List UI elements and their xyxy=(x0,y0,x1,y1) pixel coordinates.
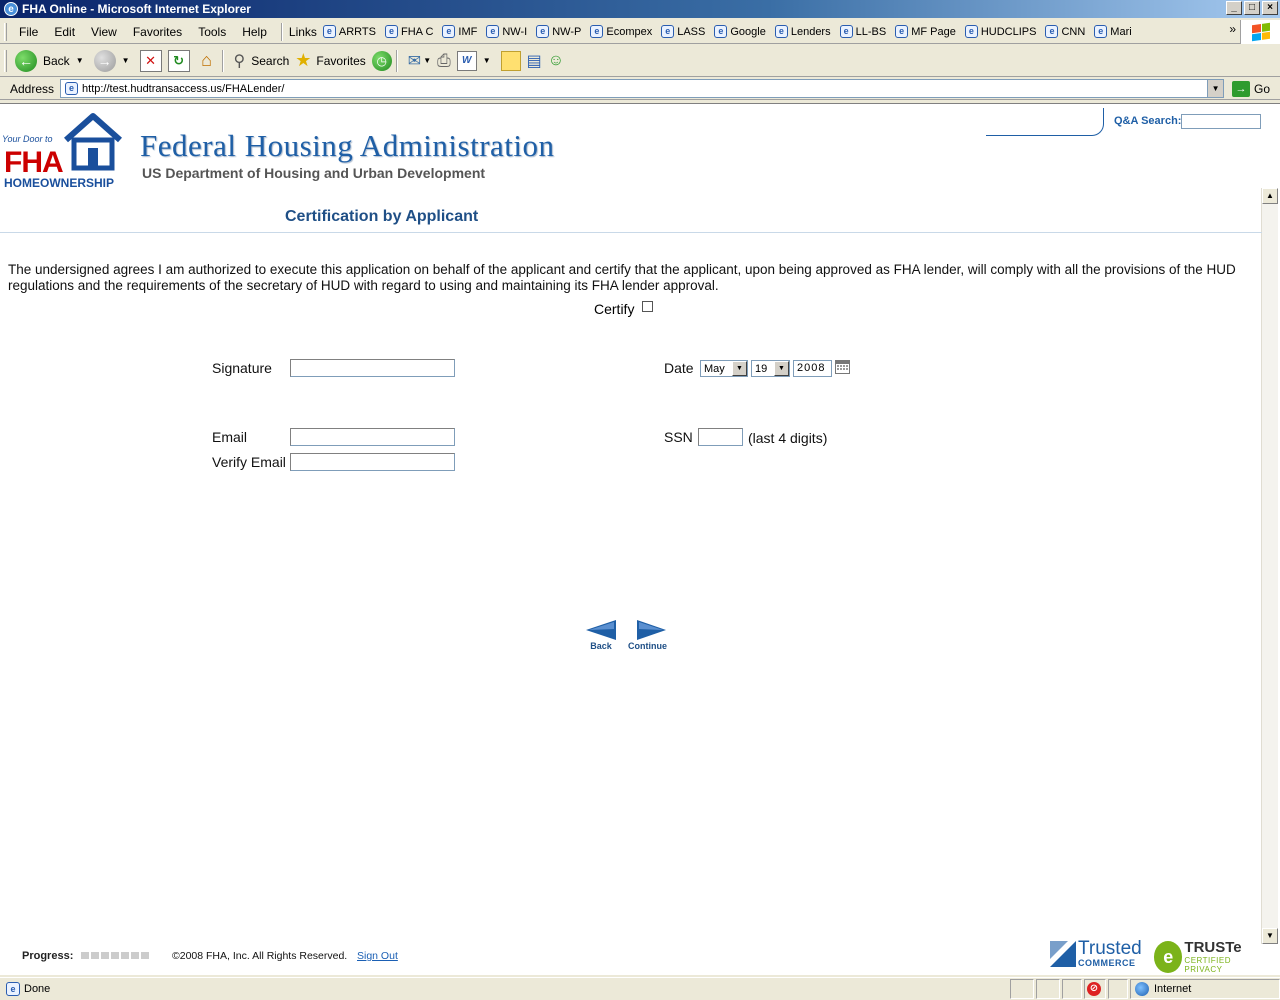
email-input[interactable] xyxy=(290,428,455,446)
page-title: Certification by Applicant xyxy=(285,208,479,225)
sign-out-link[interactable]: Sign Out xyxy=(357,950,398,962)
page-icon: e xyxy=(661,25,674,38)
logo-tagline: Your Door to xyxy=(2,134,53,144)
zone-label: Internet xyxy=(1154,983,1192,995)
stop-button[interactable] xyxy=(140,47,162,75)
links-label[interactable]: Links xyxy=(288,24,317,39)
window-title-bar xyxy=(0,0,1280,18)
site-header xyxy=(0,104,1262,188)
link-nw-p[interactable] xyxy=(536,25,581,38)
truste-seal[interactable] xyxy=(1154,940,1262,974)
signature-label: Signature xyxy=(212,360,272,376)
back-arrow-icon: ← xyxy=(15,50,37,72)
search-label: Search xyxy=(251,53,290,68)
ssn-label: SSN xyxy=(664,429,693,445)
edit-dropdown-icon[interactable]: ▼ xyxy=(482,56,491,65)
page-icon: e xyxy=(714,25,727,38)
page-icon: e xyxy=(385,25,398,38)
link-label: LL-BS xyxy=(855,25,887,38)
status-panel xyxy=(1036,979,1060,999)
qa-search xyxy=(986,108,1262,138)
progress-label: Progress: xyxy=(22,950,74,962)
back-nav-button[interactable] xyxy=(586,620,616,651)
agency-name: Federal Housing Administration xyxy=(140,128,555,163)
link-lass[interactable] xyxy=(661,25,705,38)
go-arrow-icon: → xyxy=(1232,81,1250,97)
link-fha-c[interactable] xyxy=(385,25,433,38)
dropdown-arrow-icon[interactable]: ▼ xyxy=(774,361,789,376)
address-url[interactable]: http://test.hudtransaccess.us/FHALender/ xyxy=(82,82,285,95)
copyright-text: ©2008 FHA, Inc. All Rights Reserved. xyxy=(172,950,348,962)
page-viewport xyxy=(0,103,1280,975)
print-button[interactable] xyxy=(437,47,451,75)
truste-label: TRUSTe xyxy=(1184,939,1242,956)
dropdown-arrow-icon[interactable]: ▼ xyxy=(732,361,747,376)
home-button[interactable] xyxy=(196,47,218,75)
commerce-label: COMMERCE xyxy=(1078,958,1136,968)
search-button[interactable] xyxy=(234,47,290,75)
research-books-icon: ▤ xyxy=(526,52,542,70)
back-triangle-icon xyxy=(586,620,616,640)
page-icon: e xyxy=(1094,25,1107,38)
calendar-icon[interactable] xyxy=(835,360,850,374)
printer-icon: ⎙ xyxy=(437,50,451,70)
status-bar xyxy=(0,977,1280,1000)
ssn-hint: (last 4 digits) xyxy=(748,430,828,446)
messenger-people-icon: ☺ xyxy=(547,51,565,69)
word-edit-icon: W xyxy=(457,51,477,71)
status-text: Done xyxy=(24,983,51,995)
link-label: ARRTS xyxy=(338,25,376,38)
qa-search-label: Q&A Search: xyxy=(1114,115,1182,127)
link-lenders[interactable] xyxy=(775,25,831,38)
page-icon: e xyxy=(775,25,788,38)
verify-email-input[interactable] xyxy=(290,453,455,471)
back-nav-label: Back xyxy=(590,641,612,651)
progress-step xyxy=(131,952,139,959)
house-icon xyxy=(62,112,124,172)
forward-button[interactable] xyxy=(94,47,134,75)
address-label: Address xyxy=(10,81,55,96)
menu-view[interactable]: View xyxy=(91,24,117,39)
email-label: Email xyxy=(212,429,248,445)
close-button[interactable]: × xyxy=(1262,1,1278,15)
status-panels xyxy=(1008,979,1280,999)
mail-dropdown-icon[interactable]: ▼ xyxy=(423,56,432,65)
standard-toolbar xyxy=(0,45,1280,77)
page-icon: e xyxy=(895,25,908,38)
title-divider xyxy=(0,232,1262,233)
progress-step xyxy=(111,952,119,959)
go-label: Go xyxy=(1254,81,1271,96)
status-panel xyxy=(1062,979,1082,999)
scroll-down-arrow-icon[interactable]: ▼ xyxy=(1262,928,1278,944)
refresh-icon: ↻ xyxy=(168,50,190,72)
link-google[interactable] xyxy=(714,25,765,38)
certify-row xyxy=(594,301,653,317)
address-input[interactable] xyxy=(60,79,1224,98)
toolbar-grip[interactable] xyxy=(4,23,7,41)
toolbar-separator xyxy=(222,50,224,72)
security-zone-panel[interactable] xyxy=(1130,979,1280,999)
history-icon: ◷ xyxy=(372,51,392,71)
favorites-label: Favorites xyxy=(316,53,366,68)
link-label: Google xyxy=(730,25,766,38)
link-hudclips[interactable] xyxy=(965,25,1037,38)
date-month-value: May xyxy=(704,362,725,375)
continue-nav-label: Continue xyxy=(628,641,667,651)
continue-triangle-icon xyxy=(630,620,666,640)
search-icon: ⚲ xyxy=(233,52,246,70)
qa-search-input[interactable] xyxy=(1181,114,1261,129)
mail-icon: ✉ xyxy=(407,52,422,70)
back-button[interactable] xyxy=(15,47,88,75)
menu-bar xyxy=(0,20,1280,44)
verify-email-label: Verify Email xyxy=(212,454,286,470)
certify-checkbox[interactable] xyxy=(642,301,653,312)
logo-homeownership: HOMEOWNERSHIP xyxy=(4,176,115,190)
toolbar-separator xyxy=(396,50,398,72)
page-done-icon: e xyxy=(6,982,20,996)
link-label: Lenders xyxy=(790,25,831,38)
link-mf-page[interactable] xyxy=(895,25,956,38)
signature-input[interactable] xyxy=(290,359,455,377)
mail-button[interactable] xyxy=(408,47,431,75)
page-icon: e xyxy=(1045,25,1058,38)
certification-text: The undersigned agrees I am authorized to execute this application on behalf of the applicant and certify that the applicant, upon being approved as FHA lender, will comply with all the provisions of the HUD regulations and the requirements of the secretary of HUD with regard to using and maintaining its FHA lender approval. xyxy=(8,262,1236,293)
truste-text xyxy=(1184,940,1262,974)
progress-step xyxy=(91,952,99,959)
go-button[interactable] xyxy=(1232,81,1270,97)
continue-nav-button[interactable] xyxy=(628,620,667,651)
page-footer xyxy=(0,940,1262,976)
status-panel xyxy=(1108,979,1128,999)
address-bar xyxy=(0,78,1280,100)
favorites-button[interactable] xyxy=(295,47,366,75)
date-day-value: 19 xyxy=(755,362,768,375)
link-cnn[interactable] xyxy=(1045,25,1085,38)
window-title: FHA Online - Microsoft Internet Explorer xyxy=(22,2,251,16)
certified-privacy-label: CERTIFIED PRIVACY xyxy=(1184,956,1231,974)
menu-tools[interactable]: Tools xyxy=(198,24,227,39)
truste-seal-icon: e xyxy=(1154,941,1182,973)
qa-decoration xyxy=(986,108,1104,136)
internet-globe-icon xyxy=(1135,982,1149,996)
popup-blocked-panel[interactable] xyxy=(1084,979,1106,999)
window-controls xyxy=(1226,1,1278,15)
windows-logo xyxy=(1240,20,1280,44)
progress-indicator xyxy=(81,952,149,959)
trusted-commerce-seal[interactable] xyxy=(1050,940,1142,968)
links-bar xyxy=(281,23,1141,41)
link-label: NW-P xyxy=(552,25,582,38)
progress-step xyxy=(81,952,89,959)
page-icon: e xyxy=(442,25,455,38)
link-label: Ecompex xyxy=(606,25,653,38)
menu-edit[interactable]: Edit xyxy=(54,24,76,39)
popup-blocked-icon: ⊘ xyxy=(1087,982,1101,996)
ssn-input[interactable] xyxy=(698,428,743,446)
toolbar-grip[interactable] xyxy=(4,50,7,72)
menu-favorites[interactable]: Favorites xyxy=(132,24,183,39)
note-icon xyxy=(501,51,521,71)
link-label: NW-I xyxy=(502,25,528,38)
menu-file[interactable]: File xyxy=(19,24,39,39)
link-ecompex[interactable] xyxy=(590,25,652,38)
minimize-button[interactable]: _ xyxy=(1226,1,1242,15)
stop-icon: ✕ xyxy=(140,50,162,72)
link-mari[interactable] xyxy=(1094,25,1131,38)
page-icon: e xyxy=(536,25,549,38)
link-label: FHA C xyxy=(401,25,434,38)
page-icon: e xyxy=(965,25,978,38)
trusted-commerce-icon xyxy=(1050,941,1076,967)
link-arrts[interactable] xyxy=(323,25,376,38)
link-label: Mari xyxy=(1110,25,1132,38)
page-icon: e xyxy=(65,82,78,95)
link-label: IMF xyxy=(458,25,478,38)
page-icon: e xyxy=(590,25,603,38)
link-label: MF Page xyxy=(911,25,956,38)
history-button[interactable] xyxy=(372,47,392,75)
fha-logo[interactable] xyxy=(2,112,122,188)
date-month-select[interactable] xyxy=(700,360,748,377)
edit-button[interactable] xyxy=(457,47,495,75)
date-year-input[interactable]: 2008 xyxy=(793,360,832,377)
links-overflow-chevron[interactable]: » xyxy=(1229,22,1236,36)
maximize-button[interactable]: □ xyxy=(1244,1,1260,15)
home-icon: ⌂ xyxy=(201,50,212,70)
trusted-label: Trusted xyxy=(1078,938,1142,959)
progress-step xyxy=(121,952,129,959)
forward-dropdown-icon[interactable]: ▼ xyxy=(121,56,130,65)
link-imf[interactable] xyxy=(442,25,477,38)
date-label: Date xyxy=(664,360,694,376)
vertical-scrollbar[interactable] xyxy=(1261,188,1278,944)
windows-flag-icon xyxy=(1252,23,1270,42)
forward-arrow-icon: → xyxy=(94,50,116,72)
back-dropdown-icon[interactable]: ▼ xyxy=(75,56,84,65)
status-panel xyxy=(1010,979,1034,999)
link-label: LASS xyxy=(677,25,706,38)
department-name: US Department of Housing and Urban Development xyxy=(142,165,486,181)
date-day-select[interactable] xyxy=(751,360,790,377)
scroll-up-arrow-icon[interactable]: ▲ xyxy=(1262,188,1278,204)
link-nw-i[interactable] xyxy=(486,25,527,38)
link-label: CNN xyxy=(1061,25,1086,38)
research-button[interactable] xyxy=(527,47,542,75)
menu-help[interactable]: Help xyxy=(242,24,267,39)
progress-step xyxy=(101,952,109,959)
link-label: HUDCLIPS xyxy=(980,25,1037,38)
messenger-button[interactable] xyxy=(548,47,564,75)
page-icon: e xyxy=(486,25,499,38)
page-icon: e xyxy=(323,25,336,38)
refresh-button[interactable] xyxy=(168,47,190,75)
certify-label: Certify xyxy=(594,301,635,317)
discuss-button[interactable] xyxy=(501,47,521,75)
logo-fha: FHA xyxy=(4,146,63,179)
page-icon: e xyxy=(840,25,853,38)
links-separator xyxy=(281,23,283,41)
back-label: Back xyxy=(43,53,70,68)
progress-step xyxy=(141,952,149,959)
trusted-commerce-text xyxy=(1078,940,1142,968)
address-dropdown-icon[interactable]: ▼ xyxy=(1207,80,1223,97)
link-ll-bs[interactable] xyxy=(840,25,887,38)
ie-logo-icon: e xyxy=(4,2,18,16)
favorites-star-icon: ★ xyxy=(295,50,312,70)
